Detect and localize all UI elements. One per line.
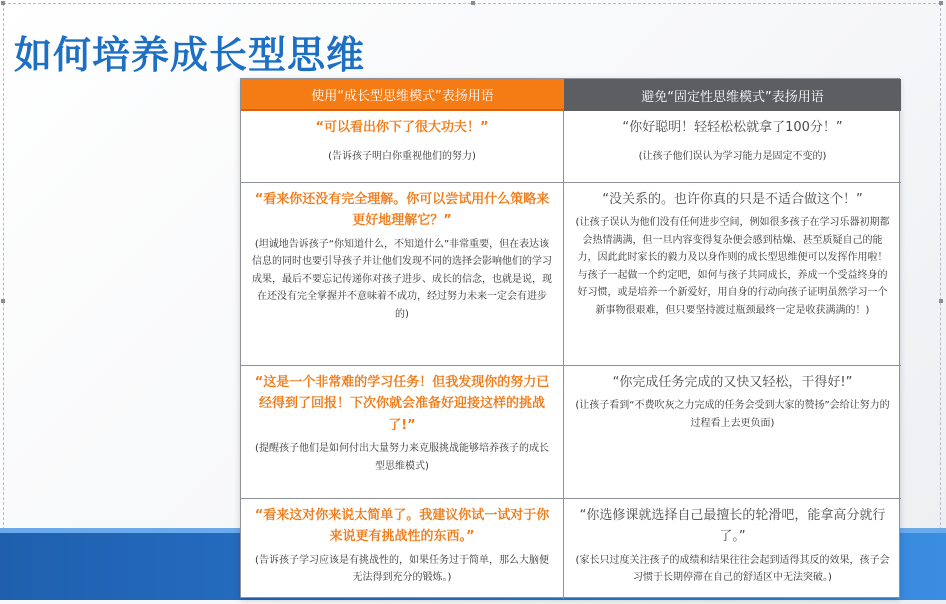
resize-handle-middle-right[interactable] xyxy=(939,299,943,303)
row2-right-note: (让孩子误认为他们没有任何进步空间，例如很多孩子在学习乐器初期都会热情满满，但一旦内容变得复杂便会感到枯燥、甚至质疑自己的能力，因此此时家长的毅力及以身作则的成长型思维便可以发挥作用啦！与孩子一起做一个约定吧，如何与孩子共同成长，养成一个受益终身的好习惯，或是培养一个新爱好，用自身的行动向孩子证明虽然学习一个新事物很艰难，但只要坚持渡过瓶颈最终一定是收获满满的！) xyxy=(575,217,890,316)
page-title: 如何培养成长型思维 xyxy=(14,33,366,77)
row3-right-note: (让孩子看到“不费吹灰之力完成的任务会受到大家的赞扬”会给让努力的过程看上去更负面) xyxy=(575,400,890,429)
row3-left-cell xyxy=(241,366,564,499)
row4-right-note: (家长只过度关注孩子的成绩和结果往往会起到适得其反的效果，孩子会习惯于长期停滞在自己的舒适区中无法突破。) xyxy=(575,554,890,584)
row1-left-cell xyxy=(241,111,564,183)
resize-handle-top-right[interactable] xyxy=(939,1,943,5)
row1-left-quote: “可以看出你下了很大功夫！” xyxy=(315,120,489,135)
row4-left-note: (告诉孩子学习应该是有挑战性的，如果任务过于简单，那么大脑便无法得到充分的锻炼。) xyxy=(255,554,549,584)
row3-left-note: (提醒孩子他们是如何付出大量努力来克服挑战能够培养孩子的成长型思维模式) xyxy=(255,443,549,472)
row2-left-cell xyxy=(241,183,564,366)
row2-right-cell xyxy=(564,183,901,366)
resize-handle-top-left[interactable] xyxy=(1,1,5,5)
row4-left-quote: “看来这对你来说太简单了。我建议你试一试对于你来说更有挑战性的东西。” xyxy=(254,508,550,545)
row1-right-note: (让孩子他们误认为学习能力是固定不变的) xyxy=(638,151,827,163)
row3-right-cell xyxy=(564,366,901,499)
header-fixed-mindset: 避免“固定性思维模式”表扬用语 xyxy=(564,79,901,111)
praise-comparison-table xyxy=(240,78,900,598)
row2-left-note: (坦诚地告诉孩子“你知道什么，不知道什么”非常重要，但在表达该信息的同时也要引导孩子并让他们发现不同的选择会影响他们的学习成果，最后不要忘记传递你对孩子进步、成长的信念，也就是说，现在还没有完全掌握并不意味着不成功，经过努力未来一定会有进步的) xyxy=(252,238,552,320)
row1-right-quote: “你好聪明！轻轻松松就拿了100分！” xyxy=(622,120,843,135)
row2-left-quote: “看来你还没有完全理解。你可以尝试用什么策略来更好地理解它？” xyxy=(254,192,550,229)
resize-handle-middle-left[interactable] xyxy=(1,299,5,303)
row1-right-cell xyxy=(564,111,901,183)
header-growth-mindset: 使用“成长型思维模式”表扬用语 xyxy=(241,79,564,111)
resize-handle-top-center[interactable] xyxy=(471,1,475,5)
row3-right-quote: “你完成任务完成的又快又轻松，干得好!” xyxy=(612,375,853,390)
row4-left-cell xyxy=(241,499,564,599)
row4-right-cell xyxy=(564,499,901,599)
row2-right-quote: “没关系的。也许你真的只是不适合做这个！” xyxy=(602,192,863,207)
row3-left-quote: “这是一个非常难的学习任务！但我发现你的努力已经得到了回报！下次你就会准备好迎接这样的挑战了!” xyxy=(254,375,550,433)
row4-right-quote: “你选修课就选择自己最擅长的轮滑吧，能拿高分就行了。” xyxy=(579,508,886,545)
row1-left-note: (告诉孩子明白你重视他们的努力) xyxy=(328,151,476,163)
